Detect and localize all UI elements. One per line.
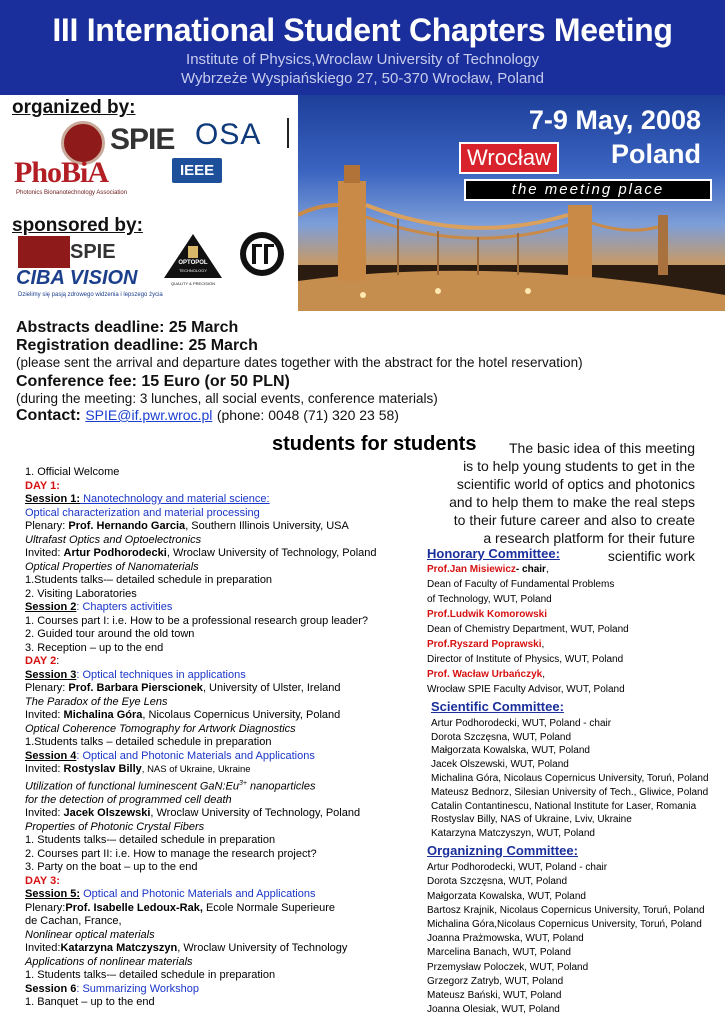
committee-member: Przemysław Poloczek, WUT, Poland	[427, 961, 589, 973]
session-2-heading	[25, 601, 425, 615]
speaker-affiliation: , Wroclaw University of Technology, Poland	[166, 547, 377, 559]
program-line: 2. Visiting Laboratories	[25, 587, 137, 600]
talk-type: Invited:	[25, 709, 64, 721]
program-schedule	[25, 466, 425, 1010]
committee-member: Artur Podhorodecki, WUT, Poland - chair	[431, 717, 612, 729]
member-name: Prof.Ludwik Komorowski	[427, 609, 548, 620]
spie-sponsor-logo: SPIE	[70, 240, 116, 263]
s4s-desc-line7: scientific work	[607, 548, 695, 564]
talk-type: Invited:	[25, 763, 64, 775]
institute-line: Institute of Physics,Wroclaw University of Technology	[186, 51, 539, 68]
program-line: 2. Courses part II: i.e. How to manage the research project?	[25, 847, 317, 860]
tagline-banner: the meeting place	[464, 179, 712, 201]
bridge-photo	[298, 95, 725, 311]
member-detail: Director of Institute of Physics, WUT, Poland	[427, 654, 624, 665]
committee-member: Dorota Szczęsna, WUT, Poland	[427, 876, 568, 888]
superscript: 3+	[239, 779, 247, 787]
program-line: 1. Courses part I: i.e. How to be a professional research group leader?	[25, 614, 369, 627]
separator: ,	[545, 564, 549, 575]
talk-title: Ultrafast Optics and Optoelectronics	[25, 533, 202, 546]
logo-divider	[287, 118, 289, 148]
talk-type: Invited:	[25, 807, 64, 820]
day-3-heading: DAY 3:	[25, 874, 60, 887]
optopol-name: OPTOPOL	[178, 260, 208, 266]
session-label: Session 1:	[25, 493, 81, 505]
s4s-desc-line1: The basic idea of this meeting	[509, 440, 695, 456]
speaker-affiliation: de Cachan, France,	[25, 915, 122, 928]
scientific-committee-title: Scientific Committee:	[431, 699, 564, 714]
committee-member: Marcelina Banach, WUT, Poland	[427, 947, 571, 959]
s4s-desc-line6: a research platform for their future	[483, 530, 695, 546]
speaker-name: Prof. Barbara Pierscionek	[68, 682, 203, 694]
address-line: Wybrzeże Wyspiańskiego 27, 50-370 Wrocław, Poland	[181, 70, 544, 87]
committee-member: Jacek Olszewski, WUT, Poland	[431, 759, 569, 771]
honorary-committee	[427, 547, 629, 696]
plenary-line	[25, 520, 425, 534]
speaker-affiliation: , NAS of Ukraine, Ukraine	[141, 764, 251, 775]
scientific-committee	[431, 700, 709, 841]
s4s-desc-line4: and to help them to make the real steps	[449, 494, 695, 510]
s4s-desc-line3: scientific world of optics and photonics	[456, 476, 695, 492]
committee-member: Artur Podhorodecki, WUT, Poland - chair	[427, 862, 608, 874]
session-topic: : Optical and Photonic Materials and Applications	[76, 749, 315, 762]
speaker-name: Prof. Hernando Garcia	[68, 520, 186, 532]
conference-fee: Conference fee: 15 Euro (or 50 PLN)	[16, 373, 290, 390]
program-line: 1. Banquet – up to the end	[25, 996, 155, 1009]
honorary-committee-title: Honorary Committee:	[427, 546, 560, 561]
spie-sponsor-emblem-icon	[18, 236, 70, 268]
speaker-affiliation: Ecole Normale Superieure	[202, 901, 335, 914]
session-6-heading	[25, 983, 425, 997]
contact-phone: (phone: 0048 (71) 320 23 58)	[216, 407, 399, 423]
separator: ,	[542, 669, 546, 680]
speaker-name: Artur Podhorodecki	[63, 547, 167, 559]
invited-line	[25, 807, 425, 821]
plenary-line	[25, 902, 425, 916]
day-2-heading	[25, 655, 425, 669]
committee-member: Katarzyna Matczyszyn, WUT, Poland	[431, 828, 595, 840]
program-line: 2. Guided tour around the old town	[25, 628, 195, 640]
round-emblem-icon	[238, 230, 286, 278]
committee-member: Bartosz Krajnik, Nicolaus Copernicus University, Toruń, Poland	[427, 904, 705, 916]
committee-member: Michalina Góra,Nicolaus Copernicus University, Toruń, Poland	[427, 919, 702, 931]
registration-deadline: Registration deadline: 25 March	[16, 337, 258, 354]
plenary-line	[25, 682, 425, 696]
speaker-affiliation: , Southern Illinois University, USA	[185, 520, 349, 532]
committee-member: Joanna Prażmowska, WUT, Poland	[427, 933, 584, 945]
speaker-affiliation: , Nicolaus Copernicus University, Poland	[142, 709, 341, 721]
page-title: III International Student Chapters Meeting	[52, 12, 673, 48]
separator: ,	[541, 639, 545, 650]
organizing-committee-title: Organizning Committee:	[427, 843, 578, 858]
committee-member: Grzegorz Zatryb, WUT, Poland	[427, 975, 564, 987]
session-4-heading	[25, 750, 425, 764]
member-name: Prof.Jan Misiewicz	[427, 564, 516, 575]
abstracts-deadline: Abstracts deadline: 25 March	[16, 319, 239, 336]
session-topic: Optical and Photonic Materials and Applications	[80, 888, 316, 901]
header-banner	[0, 0, 725, 95]
committee-member: Rostyslav Billy, NAS of Ukraine, Lviv, Ukraine	[431, 814, 632, 826]
organized-by-label: organized by:	[12, 97, 136, 118]
committee-member: Małgorzata Kowalska, WUT, Poland	[427, 890, 586, 902]
talk-title-part: Utilization of functional luminescent GaN:Eu	[25, 780, 239, 793]
session-label: Session 4	[25, 749, 77, 762]
fee-note: (during the meeting: 3 lunches, all social events, conference materials)	[16, 391, 438, 406]
program-line: 1. Official Welcome	[25, 466, 120, 478]
speaker-name: Jacek Olszewski	[63, 807, 151, 820]
organizing-committee	[427, 844, 705, 1017]
member-role: - chair	[515, 564, 546, 575]
session-label: Session 6	[25, 982, 77, 995]
speaker-name: Rostyslav Billy	[63, 763, 142, 775]
students-for-students-title: students for students	[272, 433, 477, 455]
invited-line	[25, 709, 425, 723]
session-label: Session 3	[25, 668, 77, 681]
sponsored-by-label: sponsored by:	[12, 215, 143, 236]
talk-type: Plenary:	[25, 682, 69, 694]
talk-title: The Paradox of the Eye Lens	[25, 695, 168, 708]
session-topic: : Chapters activities	[76, 601, 173, 613]
session-topic: : Optical techniques in applications	[76, 668, 246, 681]
talk-title: Nonlinear optical materials	[25, 928, 155, 941]
speaker-affiliation: , University of Ulster, Ireland	[202, 682, 341, 694]
program-line: 3. Party on the boat – up to the end	[25, 861, 198, 874]
ieee-logo	[172, 157, 222, 183]
invited-line	[25, 942, 425, 956]
talk-title: Optical Coherence Tomography for Artwork Diagnostics	[25, 722, 296, 735]
optopol-tech: TECHNOLOGY	[178, 268, 207, 273]
program-line: 1. Students talks-– detailed schedule in preparation	[25, 969, 276, 982]
member-name: Prof. Wacław Urbańczyk	[427, 669, 543, 680]
talk-type: Plenary:	[25, 901, 66, 914]
speaker-affiliation: , Wroclaw University of Technology, Poland	[150, 807, 361, 820]
talk-type: Plenary:	[25, 520, 69, 532]
session-3-heading	[25, 669, 425, 683]
optopol-quality: QUALITY & PRECISION	[171, 281, 215, 286]
program-line: 1.Students talks – detailed schedule in preparation	[25, 736, 272, 748]
event-city-badge: Wrocław	[459, 142, 559, 174]
speaker-affiliation: , Wroclaw University of Technology	[177, 942, 348, 955]
committee-member	[427, 668, 629, 681]
hotel-note: (please sent the arrival and departure dates together with the abstract for the hotel reservation)	[16, 355, 583, 370]
session-topic: Nanotechnology and material science:	[80, 493, 270, 505]
ciba-subtitle: Dzielimy się pasją zdrowego widzenia i lepszego życia	[18, 292, 163, 298]
speaker-name: Katarzyna Matczyszyn	[60, 942, 178, 955]
phobia-subtitle: Photonics Bionanotechnology Association	[16, 190, 128, 196]
day-label: DAY 2	[25, 655, 57, 667]
committee-member: Dorota Szczęsna, WUT, Poland	[431, 731, 572, 743]
talk-title: Applications of nonlinear materials	[25, 955, 193, 968]
talk-title: for the detection of programmed cell death	[25, 793, 232, 806]
osa-logo: OSA	[195, 118, 262, 151]
talk-title	[25, 777, 425, 794]
session-1-heading	[25, 493, 425, 507]
event-country: Poland	[610, 139, 701, 169]
ieee-label: IEEE	[172, 158, 222, 183]
invited-line	[25, 763, 425, 777]
member-detail: Dean of Chemistry Department, WUT, Poland	[427, 624, 629, 635]
speaker-name: Michalina Góra	[63, 709, 143, 721]
member-detail: Wrocław SPIE Faculty Advisor, WUT, Poland	[427, 684, 625, 695]
optopol-logo	[162, 232, 224, 288]
talk-title-part: nanoparticles	[246, 780, 316, 793]
committee-member: Mateusz Bednorz, Silesian University of Tech., Gliwice, Poland	[431, 786, 709, 798]
s4s-desc-line5: to their future career and also to create	[453, 512, 695, 528]
member-name: Prof.Ryszard Poprawski	[427, 639, 542, 650]
talk-title: Properties of Photonic Crystal Fibers	[25, 820, 205, 833]
program-line: 1.Students talks-– detailed schedule in preparation	[25, 574, 273, 586]
ciba-vision-logo: CIBA VISION	[16, 266, 138, 289]
committee-member	[427, 563, 629, 576]
committee-member: Joanna Olesiak, WUT, Poland	[427, 1004, 560, 1016]
talk-type: Invited:	[25, 547, 64, 559]
program-line: 1. Students talks-– detailed schedule in preparation	[25, 834, 276, 847]
committee-member: Mateusz Bański, WUT, Poland	[427, 990, 562, 1002]
contact-label: Contact:	[16, 407, 81, 424]
session-label: Session 2	[25, 601, 77, 613]
committee-member	[427, 638, 629, 651]
invited-line	[25, 547, 425, 561]
event-date: 7-9 May, 2008	[528, 105, 701, 135]
talk-title: Optical Properties of Nanomaterials	[25, 560, 199, 573]
day-colon: :	[56, 655, 60, 667]
session-topic: : Summarizing Workshop	[76, 982, 200, 995]
committee-member: Catalin Contantinescu, National Institute for Laser, Romania	[431, 800, 697, 812]
day-1-heading: DAY 1:	[25, 479, 60, 492]
s4s-desc-line2: is to help young students to get in the	[463, 458, 695, 474]
contact-line	[16, 407, 399, 425]
phobia-logo: PhoBiA	[14, 156, 109, 189]
program-line: 3. Reception – up to the end	[25, 641, 164, 654]
member-detail: of Technology, WUT, Poland	[427, 594, 552, 605]
contact-email-link[interactable]: SPIE@if.pwr.wroc.pl	[85, 407, 213, 423]
member-detail: Dean of Faculty of Fundamental Problems	[427, 579, 615, 590]
session-5-heading	[25, 888, 425, 902]
committee-member: Michalina Góra, Nicolaus Copernicus University, Toruń, Poland	[431, 772, 709, 784]
session-topic: Optical characterization and material processing	[25, 506, 260, 519]
committee-member: Małgorzata Kowalska, WUT, Poland	[431, 745, 590, 757]
speaker-name: Prof. Isabelle Ledoux-Rak,	[65, 901, 203, 914]
talk-type: Invited:	[25, 942, 61, 955]
session-label: Session 5:	[25, 888, 81, 901]
spie-logo: SPIE	[110, 123, 175, 156]
